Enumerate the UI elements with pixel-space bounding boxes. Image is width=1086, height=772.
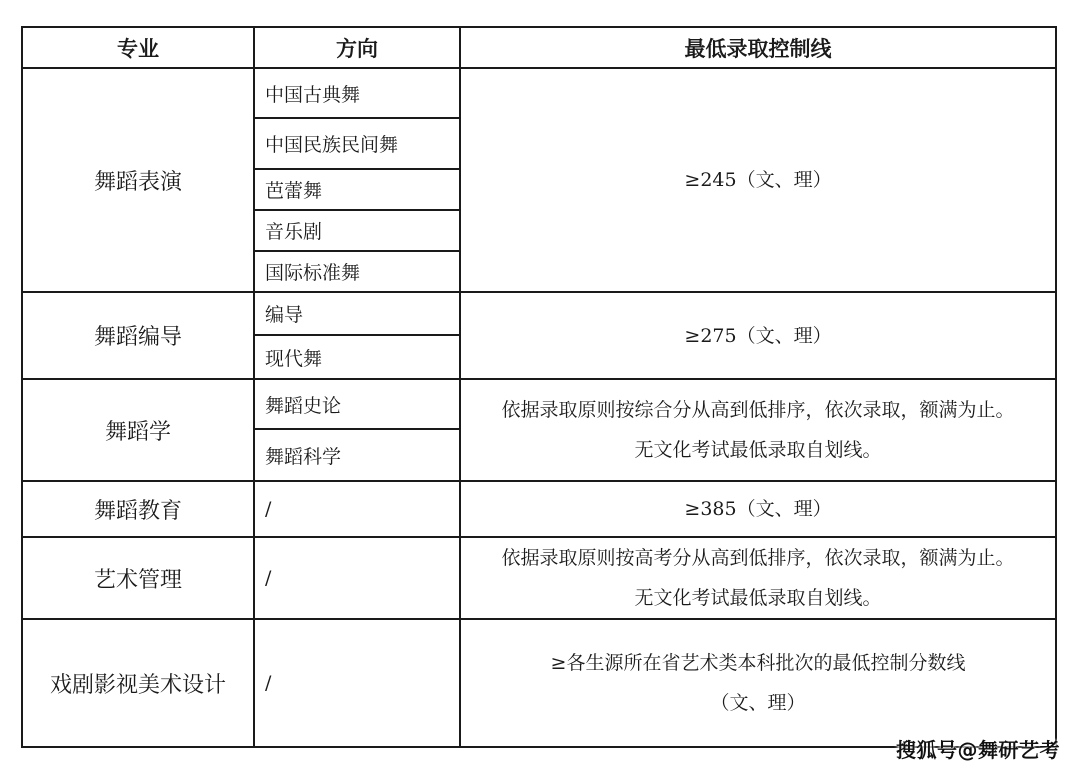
- table-row: [22, 292, 1056, 335]
- watermark: 搜狐号@舞研艺考: [896, 738, 1060, 762]
- table-row: [22, 68, 1056, 118]
- direction-cell: 现代舞: [254, 335, 460, 379]
- direction-cell: 中国民族民间舞: [254, 118, 460, 169]
- table-row: [22, 619, 1056, 747]
- direction-cell: /: [254, 619, 460, 747]
- min-score-cell: [460, 379, 1056, 481]
- admission-score-table: [21, 26, 1057, 748]
- direction-cell: 中国古典舞: [254, 68, 460, 118]
- direction-cell: /: [254, 481, 460, 537]
- table-header-row: [22, 27, 1056, 68]
- direction-cell: 舞蹈科学: [254, 429, 460, 481]
- min-score-cell: [460, 619, 1056, 747]
- min-score-line: 依据录取原则按高考分从高到低排序，依次录取，额满为止。: [501, 547, 1015, 569]
- min-score-cell: ≥275（文、理）: [460, 292, 1056, 379]
- min-score-line: 依据录取原则按综合分从高到低排序，依次录取，额满为止。: [501, 399, 1015, 421]
- header-min-score: 最低录取控制线: [460, 27, 1056, 68]
- major-cell: 舞蹈编导: [22, 292, 254, 379]
- table-row: [22, 481, 1056, 537]
- direction-cell: 编导: [254, 292, 460, 335]
- direction-cell: /: [254, 537, 460, 619]
- min-score-line: 无文化考试最低录取自划线。: [634, 439, 882, 461]
- direction-cell: 国际标准舞: [254, 251, 460, 292]
- min-score-line: ≥各生源所在省艺术类本科批次的最低控制分数线: [550, 652, 966, 674]
- min-score-cell: [460, 537, 1056, 619]
- table-row: [22, 537, 1056, 619]
- header-major: 专业: [22, 27, 254, 68]
- direction-cell: 舞蹈史论: [254, 379, 460, 429]
- major-cell: 艺术管理: [22, 537, 254, 619]
- min-score-cell: ≥245（文、理）: [460, 68, 1056, 292]
- major-cell: 戏剧影视美术设计: [22, 619, 254, 747]
- major-cell: 舞蹈教育: [22, 481, 254, 537]
- min-score-line: （文、理）: [710, 692, 806, 714]
- header-direction: 方向: [254, 27, 460, 68]
- direction-cell: 芭蕾舞: [254, 169, 460, 210]
- min-score-cell: ≥385（文、理）: [460, 481, 1056, 537]
- min-score-line: 无文化考试最低录取自划线。: [634, 587, 882, 609]
- major-cell: 舞蹈表演: [22, 68, 254, 292]
- table-row: [22, 379, 1056, 429]
- major-cell: 舞蹈学: [22, 379, 254, 481]
- direction-cell: 音乐剧: [254, 210, 460, 251]
